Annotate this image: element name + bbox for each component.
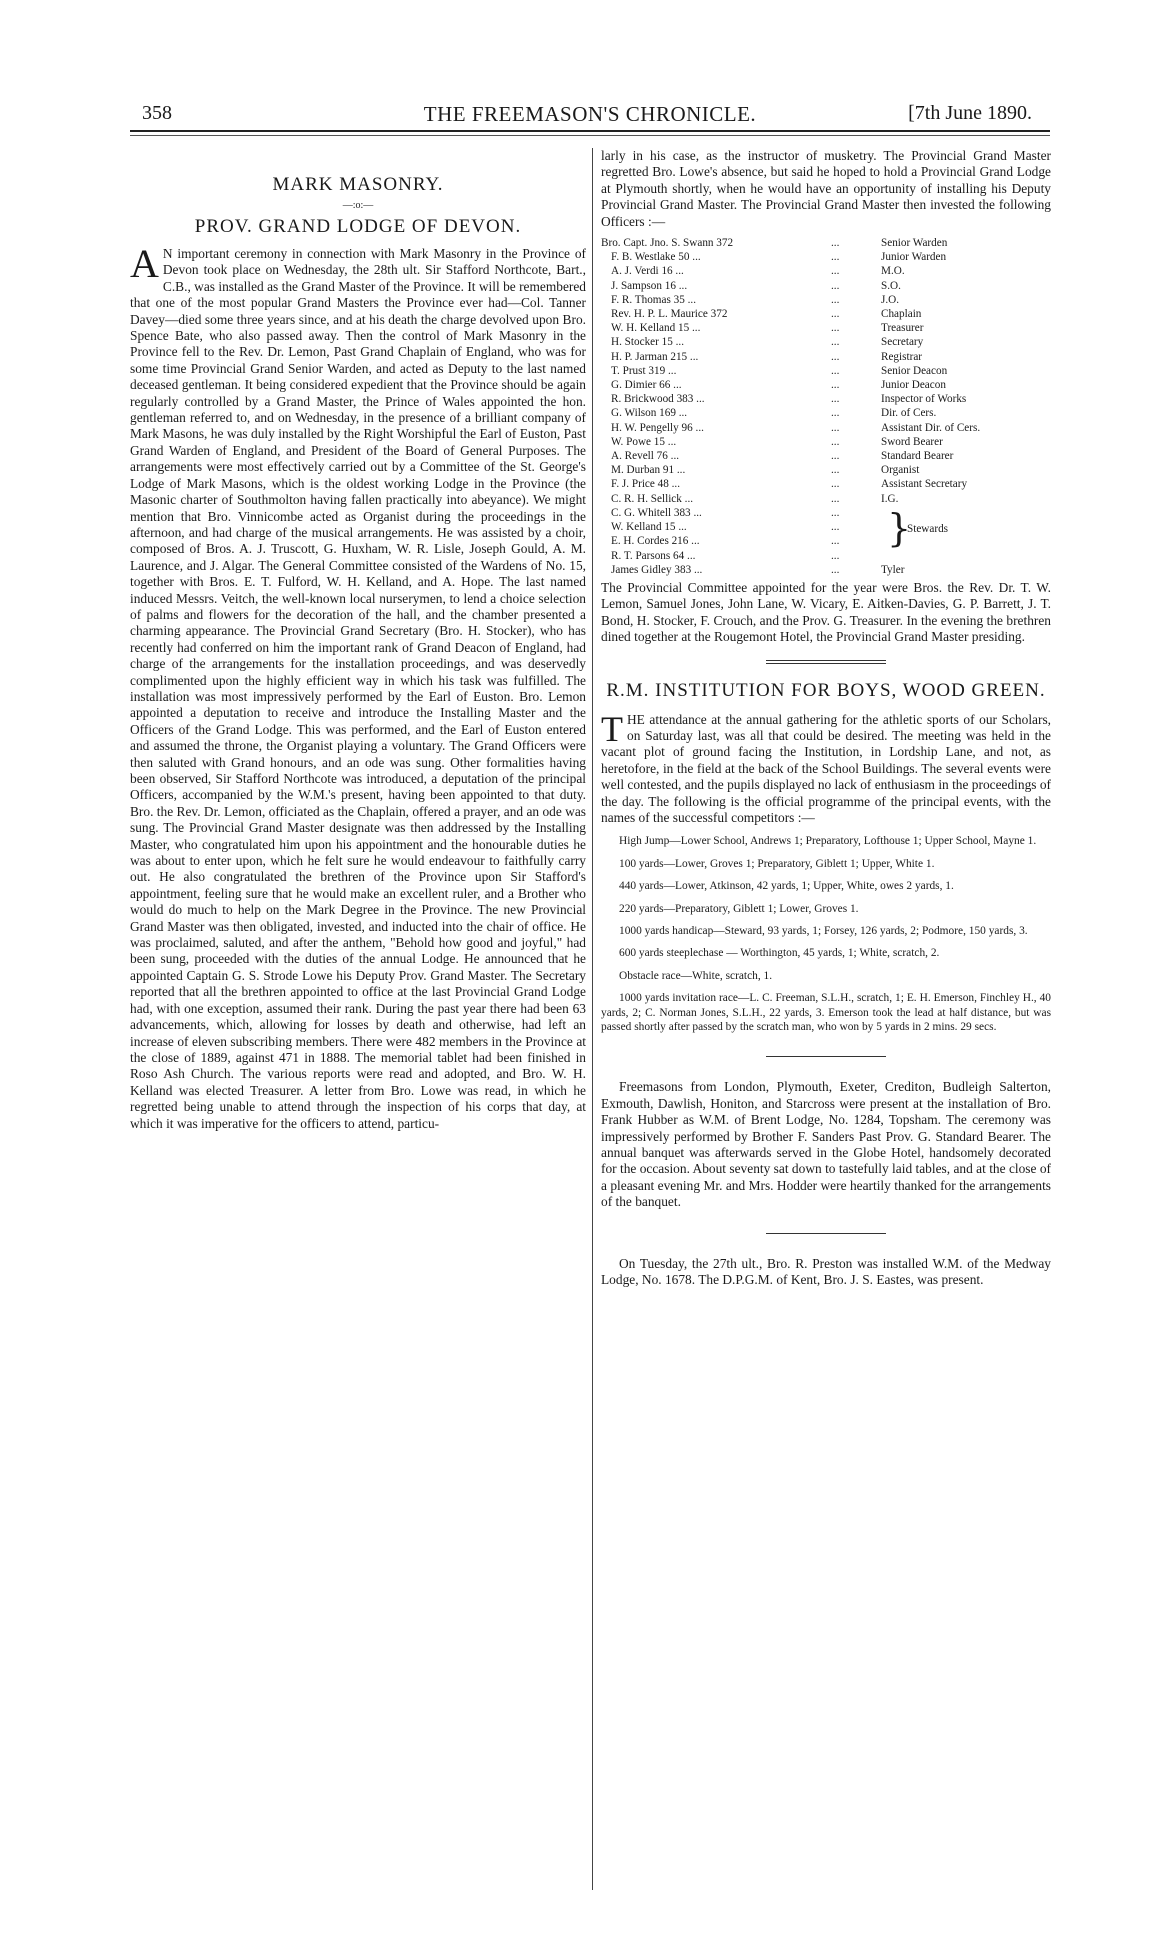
- officers-list: [601, 236, 1051, 577]
- issue-date: [7th June 1890.: [908, 102, 1032, 124]
- officer-row: H. W. Pengelly 96 ... ... Assistant Dir. of Cers.: [611, 421, 981, 434]
- officer-row: F. R. Thomas 35 ... ... J.O.: [611, 293, 900, 306]
- rmi-article-text: HE attendance at the annual gathering for the athletic sports of our Scholars, on Saturday last, was all that could be desired. The meeting was held in the vacant plot of ground facing the Institution, in Lordship Lane, and not, as heretofore, in the field at the back of the School Buildings. The several events were well contested, and the pupils displayed no lack of enthusiasm in the proceedings of the day. The following is the official programme of the principal events, with the names of the successful competitors :—: [601, 711, 1051, 825]
- result-item: 440 yards—Lower, Atkinson, 42 yards, 1; Upper, White, owes 2 yards, 1.: [619, 880, 954, 893]
- brace-icon: }: [887, 505, 912, 550]
- officer-row: James Gidley 383 ... ... Tyler: [611, 563, 905, 576]
- officer-row: G. Dimier 66 ... ... Junior Deacon: [611, 379, 946, 392]
- officer-row: C. R. H. Sellick ... ... I.G.: [611, 492, 899, 505]
- section-rule: [766, 663, 886, 664]
- result-item: 600 yards steeplechase — Worthington, 45 yards, 1; White, scratch, 2.: [619, 947, 940, 960]
- stewards-label: Stewards: [907, 522, 949, 535]
- officer-row: A. Revell 76 ... ... Standard Bearer: [611, 450, 954, 463]
- steward-row: R. T. Parsons 64 ... ...: [611, 549, 840, 562]
- steward-row: W. Kelland 15 ... ...: [611, 521, 840, 534]
- article-body: [130, 241, 586, 1132]
- officer-row: T. Prust 319 ... ... Senior Deacon: [611, 364, 948, 377]
- officer-row: H. P. Jarman 215 ... ... Registrar: [611, 350, 923, 363]
- section-subtitle: PROV. GRAND LODGE OF DEVON.: [194, 216, 522, 237]
- section-title-mark-masonry: MARK MASONRY.: [272, 174, 444, 195]
- officer-row: A. J. Verdi 16 ... ... M.O.: [611, 265, 905, 278]
- article-text: N important ceremony in connection with Mark Masonry in the Province of Devon took place on Wednesday, the 28th ult. Sir Stafford Northcote, Bart., C.B., was installed as the Grand Master of the Province. It will be remembered that one of the most popular Grand Masters the Province ever had—Col. Tanner Davey—died some three years since, and at his death the charge devolved upon Bro. Spence Bate, who also passed away. Then the control of Mark Masonry in the Province fell to the Rev. Dr. Lemon, Past Grand Chaplain of England, who was for some time Provincial Grand Senior Warden, and acted as Deputy to the last named deceased gentleman. It being considered expedient that the Province should be again regularly controlled by a Grand Master, the Prince of Wales appointed the hon. gentleman referred to, and on Wednesday, in the presence of a brilliant company of Mark Masons, he was duly installed by the Right Worshipful the Earl of Euston, Past Grand Warden of England, and President of the Board of General Purposes. The arrangements were most effectively carried out by a Committee of the St. George's Lodge of Mark Masons, which is the oldest working Lodge in the Province (the Masonic charter of Southmolton having fallen practically into abeyance). We might mention that Bro. Vinnicombe acted as Organist during the proceedings in the afternoon, and had charge of the musical arrangements. He was assisted by a choir, composed of Bros. A. J. Truscott, G. Huxham, W. R. Lisle, Joseph Gould, A. M. Laurence, and J. Algar. The General Committee consisted of the Wardens of No. 15, together with Bros. E. T. Fulford, W. H. Kelland, and A. Hope. The last named induced Messrs. Veitch, the well-known local nurserymen, to lend a choice selection of palms and flowers for the decoration of the hall, and the chamber presented a charming appearance. The Provincial Grand Secretary (Bro. H. Stocker), who has recently had conferred on him the important rank of Grand Deacon of England, had charge of the arrangements for the installation proceedings, and was deservedly complimented upon the highly efficient way in which his task was fulfilled. The installation was most impressively performed by the Earl of Euston. Bro. Lemon appointed a deputation to receive and introduce the Installing Master and the Officers of the Grand Lodge. This was performed, and the Earl of Euston entered and assumed the throne, the Organist playing a voluntary. The Grand Officers were then saluted with Grand honours, and an ode was sung. Other formalities having been observed, Sir Stafford Northcote was introduced, a deputation of the principal Officers, accompanied by the W.M.'s present, having been appointed to that duty. Bro. the Rev. Dr. Lemon, officiated as the Chaplain, offered a prayer, and an ode was sung. The Provincial Grand Master designate was then addressed by the Installing Master, who congratulated him upon his appointment and the honourable duties he was about to enter upon, which he felt sure he would endeavour to faithfully carry out. He also congratulated the brethren of the Province upon Sir Stafford's appointment, feeling sure that he would make an excellent ruler, and a Brother who would do much to help on the Mark Degree in the Province. The new Provincial Grand Master was then obligated, invested, and inducted into the chair of office. He was proclaimed, saluted, and after the anthem, "Behold how good and joyful," had been sung, proceeded with the duties of the annual Lodge. He announced that he appointed Captain G. S. Strode Lowe his Deputy Prov. Grand Master. The Secretary reported that all the brethren appointed to office at the last Provincial Grand Lodge had, with one exception, assumed their rank. During the past year there had been 63 advancements, which, allowing for losses by death and otherwise, had left an increase of eleven subscribing members. There were 482 members in the Province at the close of 1889, against 471 in 1888. The memorial tablet had been finished in Roso Ash Church. The various reports were read and adopted, and Bro. W. H. Kelland was elected Treasurer. A letter from Bro. Lowe was read, in which he regretted being unable to attend through the inspection of his corps that day, at which it was imperative for the officers to attend, particu-: [130, 246, 586, 1131]
- officer-row: F. J. Price 48 ... ... Assistant Secretary: [611, 478, 968, 491]
- steward-row: E. H. Cordes 216 ... ...: [611, 535, 840, 548]
- column-divider: [592, 148, 593, 1890]
- officer-row: J. Sampson 16 ... ... S.O.: [611, 279, 901, 292]
- officer-row: H. Stocker 15 ... ... Secretary: [611, 336, 924, 349]
- header-rule: [130, 130, 1050, 132]
- officer-row: Rev. H. P. L. Maurice 372 ... Chaplain: [611, 308, 922, 321]
- section-title-rmi-boys: R.M. INSTITUTION FOR BOYS, WOOD GREEN.: [606, 679, 1046, 701]
- brent-lodge-paragraph: Freemasons from London, Plymouth, Exeter, Crediton, Budleigh Salterton, Exmouth, Dawlish, Honiton, and Starcross were present at the installation of Bro. Frank Hubber as W.M. of Brent Lodge, No. 1284, Topsham. The ceremony was impressively performed by Brother F. Sanders Past Prov. G. Standard Bearer. The annual banquet was afterwards served in the Globe Hotel, handsomely decorated for the occasion. About seventy sat down to tastefully laid tables, and at the close of a pleasant evening Mr. and Mrs. Hodder were heartily thanked for the arrangements of the banquet.: [601, 1079, 1051, 1210]
- section-rule: [766, 1056, 886, 1057]
- officer-row: F. B. Westlake 50 ... ... Junior Warden: [611, 251, 947, 264]
- title-separator: —:o:—: [342, 200, 374, 211]
- result-item: 1000 yards invitation race—L. C. Freeman, S.L.H., scratch, 1; E. H. Emerson, Finchley H., 40 yards, 2; C. Norman Jones, S.L.H., 22 yards, 3. Emerson took the lead at half distance, but was passed shortly after passed by the scratch man, who won by 5 yards in 2 mins. 29 secs.: [601, 992, 1051, 1034]
- section-rule: [766, 1233, 886, 1234]
- result-item: 1000 yards handicap—Steward, 93 yards, 1; Forsey, 126 yards, 2; Podmore, 150 yards, 3.: [619, 925, 1028, 937]
- result-item: Obstacle race—White, scratch, 1.: [619, 969, 773, 982]
- officer-row: W. Powe 15 ... ... Sword Bearer: [611, 435, 943, 448]
- header-rule-thin: [130, 135, 1050, 136]
- left-column: [130, 148, 586, 1132]
- page-number: 358: [142, 102, 172, 124]
- medway-lodge-paragraph: On Tuesday, the 27th ult., Bro. R. Preston was installed W.M. of the Medway Lodge, No. 1678. The D.P.G.M. of Kent, Bro. J. S. Eastes, was present.: [601, 1255, 1051, 1288]
- right-column: [601, 148, 1051, 1289]
- masthead: THE FREEMASON'S CHRONICLE.: [423, 102, 757, 126]
- section-rule: [766, 660, 886, 661]
- result-item: High Jump—Lower School, Andrews 1; Preparatory, Lofthouse 1; Upper School, Mayne 1.: [619, 835, 1037, 848]
- committee-paragraph: The Provincial Committee appointed for the year were Bros. the Rev. Dr. T. W. Lemon, Samuel Jones, John Lane, W. Vicary, E. Aitken-Davies, G. P. Barrett, J. T. Bond, H. Stocker, F. Crouch, and the Prov. G. Treasurer. In the evening the brethren dined together at the Rougemont Hotel, the Provincial Grand Master presiding.: [601, 579, 1051, 645]
- officer-row: R. Brickwood 383 ... ... Inspector of Works: [611, 393, 967, 406]
- stewards-group: [601, 506, 1051, 563]
- page-header: [130, 102, 1050, 132]
- officer-row: W. H. Kelland 15 ... ... Treasurer: [611, 322, 924, 335]
- result-item: 100 yards—Lower, Groves 1; Preparatory, Giblett 1; Upper, White 1.: [619, 857, 935, 870]
- rmi-article-body: [601, 708, 1051, 827]
- officer-row: G. Wilson 169 ... ... Dir. of Cers.: [611, 407, 937, 420]
- steward-row: C. G. Whitell 383 ... ...: [611, 506, 840, 519]
- officer-row: Bro. Capt. Jno. S. Swann 372 ... Senior Warden: [601, 237, 948, 250]
- article-continuation: larly in his case, as the instructor of musketry. The Provincial Grand Master regretted Bro. Lowe's absence, but said he hoped to hold a Provincial Grand Lodge at Plymouth shortly, when he would have an opportunity of installing his Deputy Provincial Grand Master. The Provincial Grand Master then invested the following Officers :—: [601, 148, 1051, 229]
- officer-row: M. Durban 91 ... ... Organist: [611, 464, 920, 477]
- result-item: 220 yards—Preparatory, Giblett 1; Lower, Groves 1.: [619, 902, 859, 915]
- drop-cap: A: [130, 241, 159, 286]
- drop-cap: T: [601, 708, 623, 749]
